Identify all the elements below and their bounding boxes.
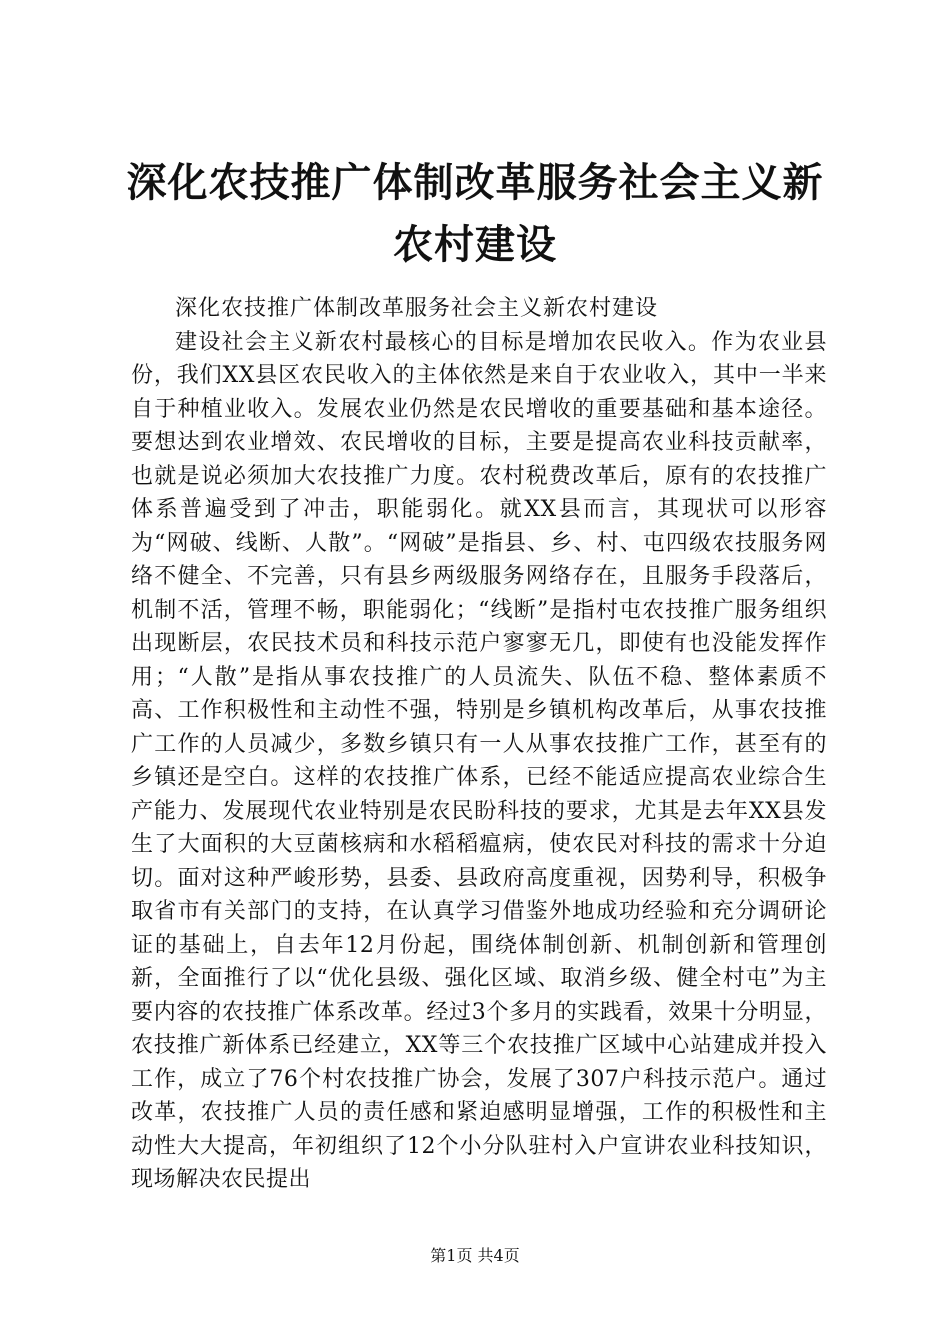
- document-title: 深化农技推广体制改革服务社会主义新农村建设: [126, 160, 824, 268]
- page-footer: 第1页 共4页: [430, 1246, 520, 1265]
- subtitle-line: 深化农技推广体制改革服务社会主义新农村建设: [175, 296, 659, 321]
- body-paragraph: 建设社会主义新农村最核心的目标是增加农民收入。作为农业县份，我们XX县区农民收入的主体依然是来自于农业收入，其中一半来自于种植业收入。发展农业仍然是农民增收的重要基础和基本途径。要想达到农业增效、农民增收的目标，主要是提高农业科技贡献率，也就是说必须加大农技推广力度。农村税费改革后，原有的农技推广体系普遍受到了冲击，职能弱化。就XX县而言，其现状可以形容为“网破、线断、人散”。“网破”是指县、乡、村、屯四级农技服务网络不健全、不完善，只有县乡两级服务网络存在，且服务手段落后，机制不活，管理不畅，职能弱化；“线断”是指村屯农技推广服务组织出现断层，农民技术员和科技示范户寥寥无几，即使有也没能发挥作用；“人散”是指从事农技推广的人员流失、队伍不稳、整体素质不高、工作积极性和主动性不强，特别是乡镇机构改革后，从事农技推广工作的人员减少，多数乡镇只有一人从事农技推广工作，甚至有的乡镇还是空白。这样的农技推广体系，已经不能适应提高农业综合生产能力、发展现代农业特别是农民盼科技的要求，尤其是去年XX县发生了大面积的大豆菌核病和水稻稻瘟病，使农民对科技的需求十分迫切。面对这种严峻形势，县委、县政府高度重视，因势利导，积极争取省市有关部门的支持，在认真学习借鉴外地成功经验和充分调研论证的基础上，自去年12月份起，围绕体制创新、机制创新和管理创新，全面推行了以“优化县级、强化区域、取消乡级、健全村屯”为主要内容的农技推广体系改革。经过3个多月的实践看，效果十分明显，农技推广新体系已经建立，XX等三个农技推广区域中心站建成并投入工作，成立了76个村农技推广协会，发展了307户科技示范户。通过改革，农技推广人员的责任感和紧迫感明显增强，工作的积极性和主动性大大提高，年初组织了12个小分队驻村入户宣讲农业科技知识，现场解决农民提出: [131, 329, 827, 1192]
- document-body: [131, 292, 827, 1197]
